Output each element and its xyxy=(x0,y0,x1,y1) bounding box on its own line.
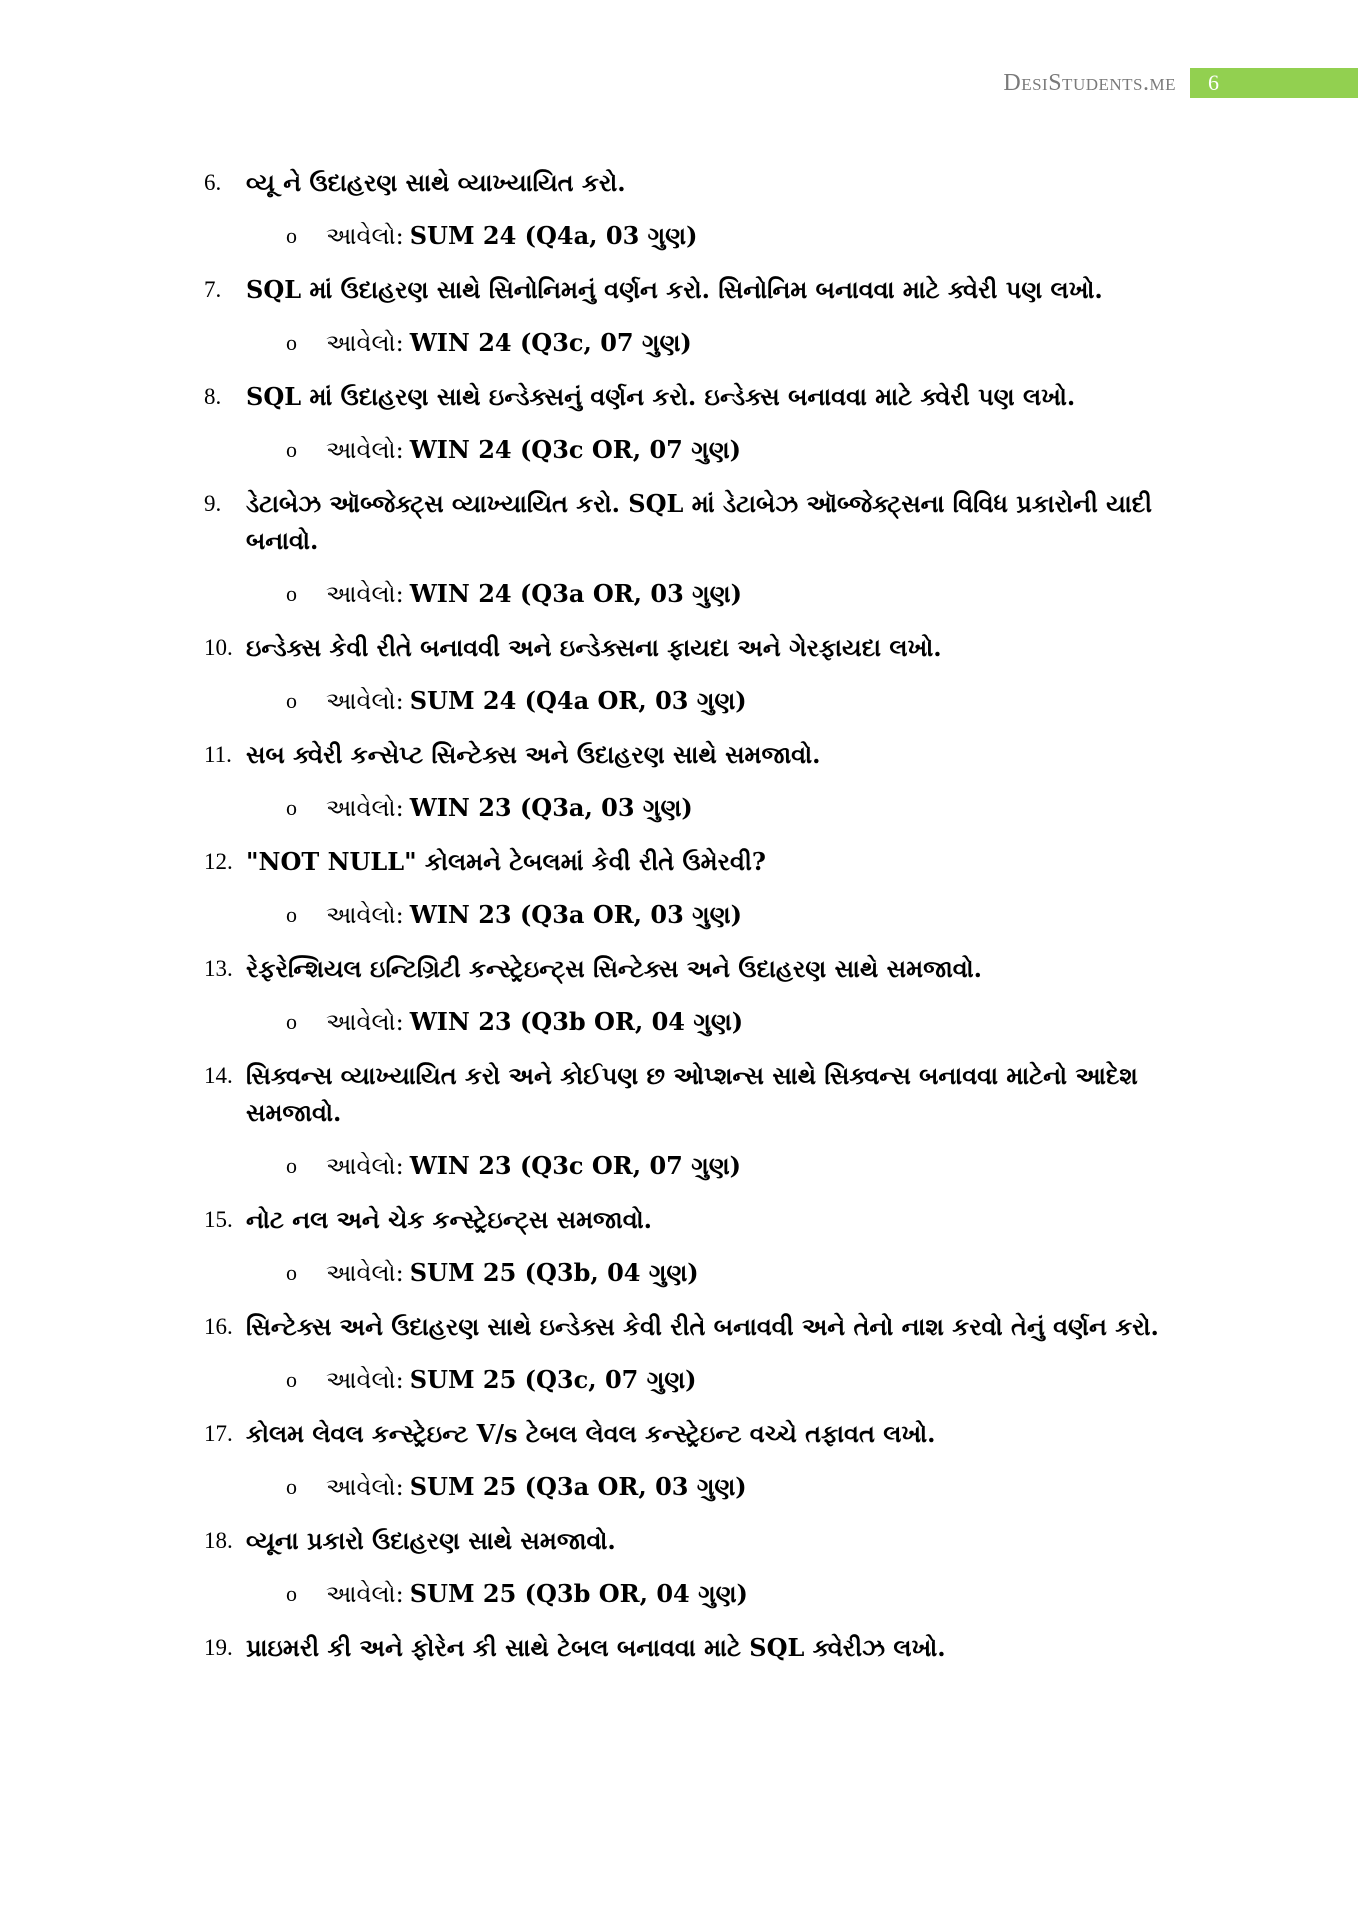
source-label: આવેલો: xyxy=(326,794,404,822)
question-text: સબ ક્વેરી કન્સેપ્ટ સિન્ટેક્સ અને ઉદાહરણ સાથે સમજાવો. xyxy=(246,740,821,769)
question-text: સિન્ટેક્સ અને ઉદાહરણ સાથે ઇન્ડેક્સ કેવી રીતે બનાવવી અને તેનો નાશ કરવો તેનું વર્ણન કરો. xyxy=(246,1312,1159,1341)
question-source xyxy=(286,433,1204,467)
source-label: આવેલો: xyxy=(326,580,404,608)
question-number: 7. xyxy=(204,277,222,302)
question-number: 14. xyxy=(204,1063,233,1088)
question-item xyxy=(204,271,1204,308)
question-number: 10. xyxy=(204,635,233,660)
question-text: ડેટાબેઝ ઑબ્જેક્ટ્સ વ્યાખ્યાયિત કરો. SQL માં ડેટાબેઝ ઑબ્જેક્ટ્સના વિવિધ પ્રકારોની યાદી બનાવો. xyxy=(246,489,1152,555)
question-item xyxy=(204,843,1204,880)
question-number: 11. xyxy=(204,742,232,767)
question-item xyxy=(204,1308,1204,1345)
question-number: 8. xyxy=(204,384,222,409)
question-source xyxy=(286,1149,1204,1183)
circle-bullet-icon: o xyxy=(286,581,297,606)
source-label: આવેલો: xyxy=(326,1366,404,1394)
question-text: SQL માં ઉદાહરણ સાથે ઇન્ડેક્સનું વર્ણન કરો. ઇન્ડેક્સ બનાવવા માટે ક્વેરી પણ લખો. xyxy=(246,382,1076,411)
circle-bullet-icon: o xyxy=(286,1367,297,1392)
question-text: SQL માં ઉદાહરણ સાથે સિનોનિમનું વર્ણન કરો. સિનોનિમ બનાવવા માટે ક્વેરી પણ લખો. xyxy=(246,275,1103,304)
source-label: આવેલો: xyxy=(326,1008,404,1036)
question-source xyxy=(286,326,1204,360)
question-text: ઇન્ડેક્સ કેવી રીતે બનાવવી અને ઇન્ડેક્સના ફાયદા અને ગેરફાયદા લખો. xyxy=(246,633,942,662)
question-item xyxy=(204,378,1204,415)
question-text: કોલમ લેવલ કન્સ્ટ્રેઇન્ટ V/s ટેબલ લેવલ કન્સ્ટ્રેઇન્ટ વચ્ચે તફાવત લખો. xyxy=(246,1419,936,1448)
circle-bullet-icon: o xyxy=(286,1009,297,1034)
source-value: WIN 24 (Q3c, 07 ગુણ) xyxy=(409,328,692,357)
page-number: 6 xyxy=(1190,68,1358,98)
source-label: આવેલો: xyxy=(326,329,404,357)
source-label: આવેલો: xyxy=(326,687,404,715)
circle-bullet-icon: o xyxy=(286,902,297,927)
question-number: 13. xyxy=(204,956,233,981)
question-number: 16. xyxy=(204,1314,233,1339)
circle-bullet-icon: o xyxy=(286,1581,297,1606)
question-item xyxy=(204,950,1204,987)
question-text: વ્યૂના પ્રકારો ઉદાહરણ સાથે સમજાવો. xyxy=(246,1526,616,1555)
source-value: WIN 23 (Q3a OR, 03 ગુણ) xyxy=(409,900,742,929)
source-value: SUM 24 (Q4a OR, 03 ગુણ) xyxy=(409,686,747,715)
question-source xyxy=(286,684,1204,718)
question-list xyxy=(204,164,1204,1684)
question-item xyxy=(204,736,1204,773)
question-item xyxy=(204,1629,1204,1666)
question-number: 12. xyxy=(204,849,233,874)
question-number: 6. xyxy=(204,170,222,195)
question-source xyxy=(286,1256,1204,1290)
question-item xyxy=(204,164,1204,201)
source-label: આવેલો: xyxy=(326,1473,404,1501)
source-value: SUM 25 (Q3b, 04 ગુણ) xyxy=(409,1258,699,1287)
circle-bullet-icon: o xyxy=(286,223,297,248)
source-label: આવેલો: xyxy=(326,222,404,250)
source-value: SUM 24 (Q4a, 03 ગુણ) xyxy=(409,221,698,250)
source-value: SUM 25 (Q3b OR, 04 ગુણ) xyxy=(409,1579,748,1608)
source-label: આવેલો: xyxy=(326,1259,404,1287)
question-number: 17. xyxy=(204,1421,233,1446)
source-value: WIN 24 (Q3a OR, 03 ગુણ) xyxy=(409,579,742,608)
source-value: SUM 25 (Q3a OR, 03 ગુણ) xyxy=(409,1472,747,1501)
circle-bullet-icon: o xyxy=(286,437,297,462)
question-text: નોટ નલ અને ચેક કન્સ્ટ્રેઇન્ટ્સ સમજાવો. xyxy=(246,1205,653,1234)
question-text: વ્યૂ ને ઉદાહરણ સાથે વ્યાખ્યાયિત કરો. xyxy=(246,168,626,197)
question-item xyxy=(204,485,1204,559)
source-label: આવેલો: xyxy=(326,1152,404,1180)
circle-bullet-icon: o xyxy=(286,1474,297,1499)
question-item xyxy=(204,1057,1204,1131)
question-text: પ્રાઇમરી કી અને ફોરેન કી સાથે ટેબલ બનાવવા માટે SQL ક્વેરીઝ લખો. xyxy=(246,1633,946,1662)
question-item xyxy=(204,629,1204,666)
question-number: 19. xyxy=(204,1635,233,1660)
circle-bullet-icon: o xyxy=(286,1153,297,1178)
circle-bullet-icon: o xyxy=(286,688,297,713)
question-number: 15. xyxy=(204,1207,233,1232)
circle-bullet-icon: o xyxy=(286,1260,297,1285)
source-value: WIN 23 (Q3b OR, 04 ગુણ) xyxy=(409,1007,744,1036)
question-text: "NOT NULL" કોલમને ટેબલમાં કેવી રીતે ઉમેરવી? xyxy=(246,847,766,876)
question-text: રેફરેન્શિયલ ઇન્ટિગ્રિટી કન્સ્ટ્રેઇન્ટ્સ સિન્ટેક્સ અને ઉદાહરણ સાથે સમજાવો. xyxy=(246,954,983,983)
circle-bullet-icon: o xyxy=(286,795,297,820)
source-value: WIN 24 (Q3c OR, 07 ગુણ) xyxy=(409,435,741,464)
question-number: 9. xyxy=(204,491,222,516)
source-label: આવેલો: xyxy=(326,901,404,929)
question-item xyxy=(204,1415,1204,1452)
question-source xyxy=(286,1470,1204,1504)
source-value: WIN 23 (Q3a, 03 ગુણ) xyxy=(409,793,693,822)
question-source xyxy=(286,1363,1204,1397)
site-brand: DesiStudents.me xyxy=(1003,69,1176,96)
question-item xyxy=(204,1522,1204,1559)
circle-bullet-icon: o xyxy=(286,330,297,355)
source-label: આવેલો: xyxy=(326,1580,404,1608)
question-text: સિક્વન્સ વ્યાખ્યાયિત કરો અને કોઈપણ છ ઓપ્શન્સ સાથે સિક્વન્સ બનાવવા માટેનો આદેશ સમજાવો. xyxy=(246,1061,1138,1127)
question-source xyxy=(286,1577,1204,1611)
question-source xyxy=(286,898,1204,932)
question-source xyxy=(286,1005,1204,1039)
source-label: આવેલો: xyxy=(326,436,404,464)
source-value: SUM 25 (Q3c, 07 ગુણ) xyxy=(409,1365,697,1394)
page-header xyxy=(1003,68,1358,98)
question-source xyxy=(286,791,1204,825)
source-value: WIN 23 (Q3c OR, 07 ગુણ) xyxy=(409,1151,741,1180)
question-number: 18. xyxy=(204,1528,233,1553)
question-source xyxy=(286,577,1204,611)
question-source xyxy=(286,219,1204,253)
question-item xyxy=(204,1201,1204,1238)
